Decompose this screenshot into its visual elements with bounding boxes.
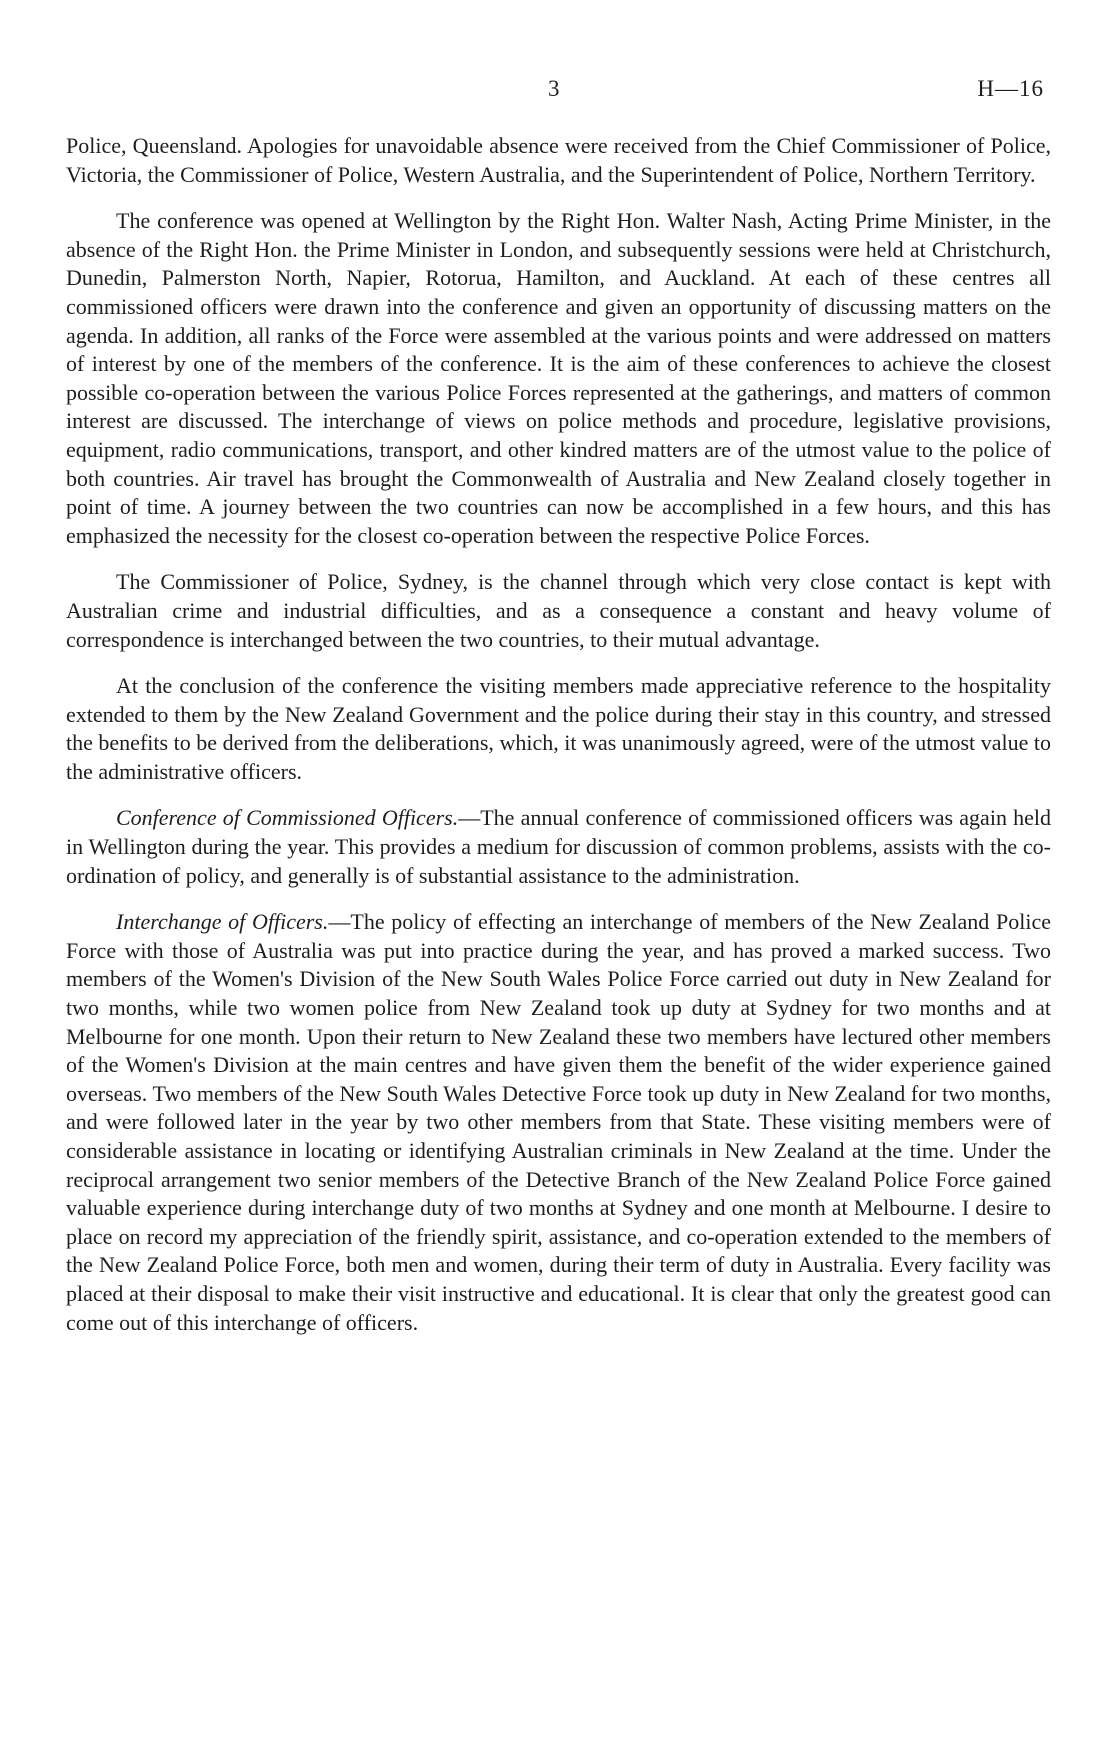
paragraph-text: —The policy of effecting an interchange of members of the New Zealand Police Force with those of Australia was put into practice during the year, and has proved a marked success. Two members of the Women's Division of the New South Wales Police Force carried out duty in New Zealand for two months, while two women police from New Zealand took up duty at Sydney for two months and at Melbourne for one month. Upon their return to New Zealand these two members have lectured other members of the Women's Division at the main centres and have given them the benefit of the wider experience gained overseas. Two members of the New South Wales Detective Force took up duty in New Zealand for two months, and were followed later in the year by two other members from that State. These visiting members were of considerable assistance in locating or identifying Australian criminals in New Zealand at the time. Under the reciprocal arrangement two senior members of the Detective Branch of the New Zealand Police Force gained valuable experience during interchange duty of two months at Sydney and one month at Melbourne. I desire to place on record my appreciation of the friendly spirit, assistance, and co-operation extended to the members of the New Zealand Police Force, both men and women, during their term of duty in Australia. Every facility was placed at their disposal to make their visit instructive and educational. It is clear that only the greatest good can come out of this interchange of officers. xyxy=(66,909,1051,1335)
paragraph-conference-opening xyxy=(66,207,1051,550)
paragraph-text: Police, Queensland. Apologies for unavoidable absence were received from the Chief Commissioner of Police, Victoria, the Commissioner of Police, Western Australia, and the Superintendent of Police, Northern Territory. xyxy=(66,133,1051,187)
paragraph-text: At the conclusion of the conference the visiting members made appreciative reference to the hospitality extended to them by the New Zealand Government and the police during their stay in this country, and stressed the benefits to be derived from the deliberations, which, it was unanimously agreed, were of the utmost value to the administrative officers. xyxy=(66,673,1051,784)
document-body xyxy=(66,132,1051,1355)
paragraph-interchange-of-officers xyxy=(66,908,1051,1337)
paragraph-text: The Commissioner of Police, Sydney, is the channel through which very close contact is kept with Australian crime and industrial difficulties, and as a consequence a constant and heavy volume of correspondence is interchanged between the two countries, to their mutual advantage. xyxy=(66,569,1051,652)
paragraph-commissioned-officers xyxy=(66,804,1051,890)
paragraph-heading: Conference of Commissioned Officers. xyxy=(116,805,459,831)
paragraph-text: —The annual conference of commissioned officers was again held in Wellington during the year. This provides a medium for discussion of common problems, assists with the co-ordination of policy, and generally is of substantial assistance to the administration. xyxy=(66,805,1052,888)
page-header xyxy=(0,76,1114,106)
paragraph-heading: Interchange of Officers. xyxy=(116,909,329,935)
page-number: 3 xyxy=(548,76,560,101)
paragraph-apologies xyxy=(66,132,1051,189)
paragraph-conference-conclusion xyxy=(66,672,1051,786)
paragraph-text: The conference was opened at Wellington by the Right Hon. Walter Nash, Acting Prime Minister, in the absence of the Right Hon. the Prime Minister in London, and subsequently sessions were held at Christchurch, Dunedin, Palmerston North, Napier, Rotorua, Hamilton, and Auckland. At each of these centres all commissioned officers were drawn into the conference and given an opportunity of discussing matters on the agenda. In addition, all ranks of the Force were assembled at the various points and were addressed on matters of interest by one of the members of the conference. It is the aim of these conferences to achieve the closest possible co-operation between the various Police Forces represented at the gatherings, and matters of common interest are discussed. The interchange of views on police methods and procedure, legislative provisions, equipment, radio communications, transport, and other kindred matters are of the utmost value to the police of both countries. Air travel has brought the Commonwealth of Australia and New Zealand closely together in point of time. A journey between the two countries can now be accomplished in a few hours, and this has emphasized the necessity for the closest co-operation between the respective Police Forces. xyxy=(66,208,1051,548)
paragraph-sydney-contact xyxy=(66,568,1051,654)
document-reference: H—16 xyxy=(977,76,1044,101)
